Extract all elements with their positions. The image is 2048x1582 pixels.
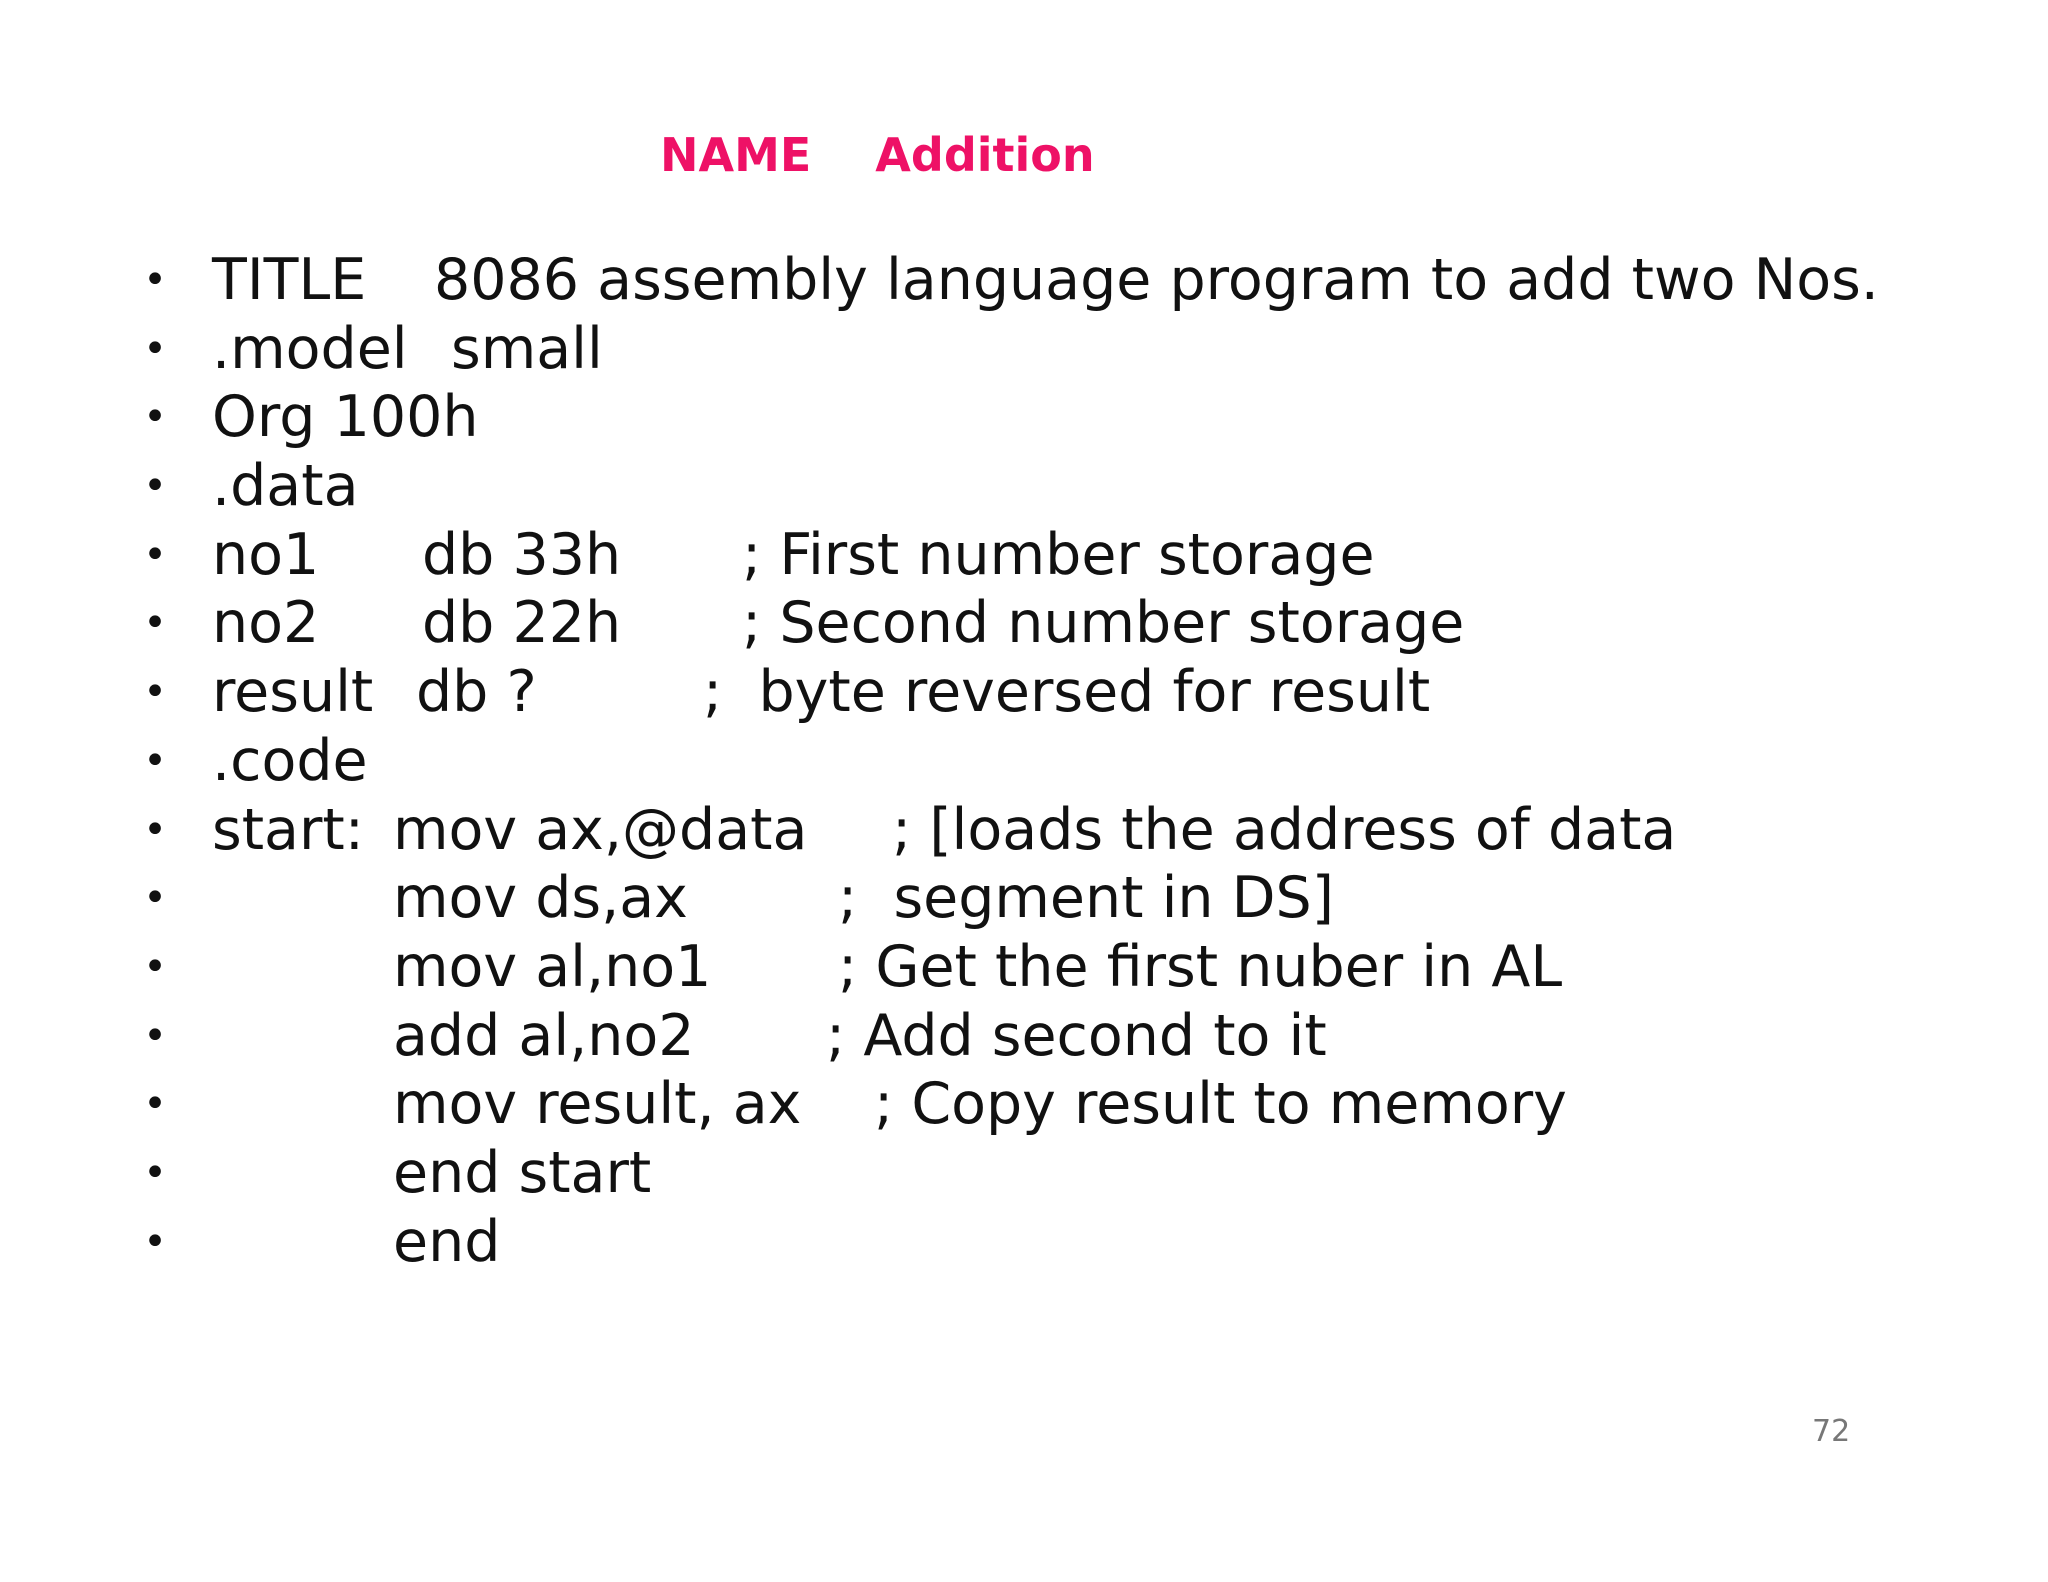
- line-comment: ; byte reversed for result: [703, 659, 1431, 726]
- line-code: 8086 assembly language program to add two Nos.: [434, 247, 1879, 313]
- line-comment: ; [loads the address of data: [892, 796, 1677, 863]
- line-comment: ; First number storage: [742, 521, 1375, 588]
- bullet-icon: •: [143, 257, 167, 303]
- line-code: add al,no2: [393, 1002, 695, 1069]
- line-label: TITLE: [212, 247, 367, 313]
- line-code: mov al,no1: [393, 933, 712, 1000]
- line-comment: ; Second number storage: [742, 590, 1465, 657]
- line-label: no2: [212, 590, 320, 657]
- bullet-icon: •: [143, 1081, 167, 1128]
- title-keyword: NAME: [660, 128, 812, 182]
- bullet-icon: •: [143, 531, 167, 578]
- bullet-icon: •: [143, 463, 167, 510]
- line-label: start:: [212, 796, 364, 863]
- line-code: mov result, ax: [393, 1071, 802, 1138]
- line-code: end: [393, 1208, 501, 1275]
- bullet-icon: •: [143, 1012, 167, 1059]
- line-label: result: [212, 659, 374, 726]
- line-code: db 22h: [422, 590, 622, 657]
- line-comment: ; segment in DS]: [838, 865, 1334, 932]
- line-code: small: [451, 315, 603, 382]
- line-label: .data: [212, 453, 359, 520]
- line-code: mov ax,@data: [393, 796, 808, 863]
- page-number: 72: [1812, 1414, 1851, 1449]
- bullet-icon: •: [143, 1218, 167, 1265]
- line-label: Org 100h: [212, 384, 479, 451]
- line-code: db ?: [416, 659, 537, 726]
- line-code: end start: [393, 1139, 652, 1206]
- line-label: .model: [212, 315, 408, 382]
- slide-title: [660, 128, 1095, 182]
- bullet-icon: •: [143, 669, 167, 716]
- bullet-icon: •: [143, 325, 167, 372]
- line-comment: ; Get the first nuber in AL: [838, 933, 1563, 1000]
- bullet-icon: •: [143, 943, 167, 990]
- bullet-icon: •: [143, 737, 167, 784]
- bullet-icon: •: [143, 875, 167, 922]
- bullet-icon: •: [143, 600, 167, 647]
- line-code: db 33h: [422, 521, 622, 588]
- line-comment: ; Copy result to memory: [874, 1071, 1567, 1138]
- bullet-icon: •: [143, 806, 167, 853]
- bullet-icon: •: [143, 1149, 167, 1196]
- title-value: Addition: [875, 128, 1095, 182]
- line-label: .code: [212, 727, 368, 794]
- line-label: no1: [212, 521, 320, 588]
- line-code: mov ds,ax: [393, 865, 688, 932]
- bullet-icon: •: [143, 394, 167, 441]
- line-comment: ; Add second to it: [826, 1002, 1327, 1069]
